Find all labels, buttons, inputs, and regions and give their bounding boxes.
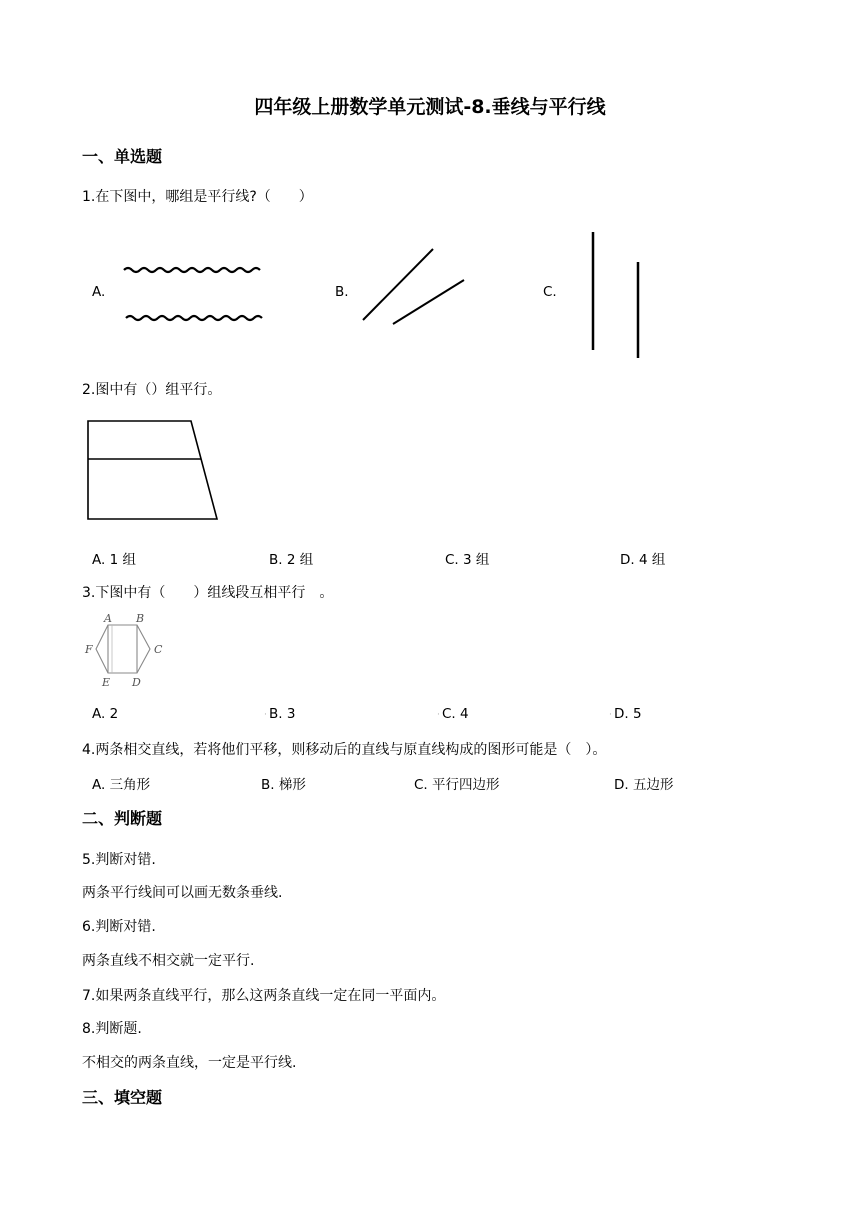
hexagon-label-c: C bbox=[154, 643, 163, 656]
question-2-option-c[interactable]: C. 3 组 bbox=[445, 552, 490, 568]
question-2-option-d[interactable]: D. 4 组 bbox=[620, 552, 666, 568]
option-marker-dot: · bbox=[609, 710, 612, 720]
question-1-option-c[interactable]: C. bbox=[543, 284, 557, 300]
question-7-text: 7.如果两条直线平行，那么这两条直线一定在同一平面内。 bbox=[82, 988, 446, 1004]
question-2-option-b[interactable]: B. 2 组 bbox=[269, 552, 314, 568]
question-3-option-d[interactable]: D. 5 bbox=[614, 706, 642, 722]
question-4-option-a[interactable]: A. 三角形 bbox=[92, 777, 151, 793]
hexagon-label-b: B bbox=[136, 612, 145, 625]
question-1-text: 1.在下图中，哪组是平行线?（ ） bbox=[82, 189, 313, 205]
question-5-statement: 两条平行线间可以画无数条垂线. bbox=[82, 885, 283, 901]
question-4-option-c[interactable]: C. 平行四边形 bbox=[414, 777, 500, 793]
question-2-text: 2.图中有（）组平行。 bbox=[82, 382, 222, 398]
question-3-option-a[interactable]: A. 2 bbox=[92, 706, 119, 722]
question-8-statement: 不相交的两条直线，一定是平行线. bbox=[82, 1055, 297, 1071]
question-4-option-b[interactable]: B. 梯形 bbox=[261, 777, 306, 793]
question-4-text: 4.两条相交直线，若将他们平移，则移动后的直线与原直线构成的图形可能是（ ）。 bbox=[82, 742, 607, 758]
section-heading-fill-in: 三、填空题 bbox=[82, 1088, 163, 1107]
question-8-text: 8.判断题. bbox=[82, 1021, 142, 1037]
option-marker-dot: · bbox=[264, 710, 267, 720]
question-3-text: 3.下图中有（ ）组线段互相平行 。 bbox=[82, 585, 334, 601]
question-2-option-a[interactable]: A. 1 组 bbox=[92, 552, 136, 568]
question-1-figure-b-slanted-lines bbox=[360, 246, 470, 328]
question-3-figure-hexagon bbox=[82, 610, 172, 692]
question-1-figure-c-vertical-lines bbox=[588, 230, 644, 360]
question-1-figure-a-wavy-lines bbox=[120, 258, 268, 330]
hexagon-label-a: A bbox=[104, 612, 112, 625]
hexagon-label-f: F bbox=[85, 643, 93, 656]
question-6-statement: 两条直线不相交就一定平行. bbox=[82, 953, 255, 969]
option-marker-dot: · bbox=[437, 710, 440, 720]
question-1-option-b[interactable]: B. bbox=[335, 284, 349, 300]
section-heading-single-choice: 一、单选题 bbox=[82, 147, 163, 166]
question-1-option-a[interactable]: A. bbox=[92, 284, 106, 300]
question-4-option-d[interactable]: D. 五边形 bbox=[614, 777, 674, 793]
question-2-figure-trapezoid bbox=[84, 418, 224, 524]
hexagon-label-d: D bbox=[132, 676, 141, 689]
question-3-option-b[interactable]: B. 3 bbox=[269, 706, 296, 722]
page-title: 四年级上册数学单元测试-8.垂线与平行线 bbox=[254, 96, 606, 118]
section-heading-true-false: 二、判断题 bbox=[82, 809, 163, 828]
question-3-option-c[interactable]: C. 4 bbox=[442, 706, 469, 722]
question-5-text: 5.判断对错. bbox=[82, 852, 156, 868]
question-6-text: 6.判断对错. bbox=[82, 919, 156, 935]
hexagon-label-e: E bbox=[102, 676, 111, 689]
